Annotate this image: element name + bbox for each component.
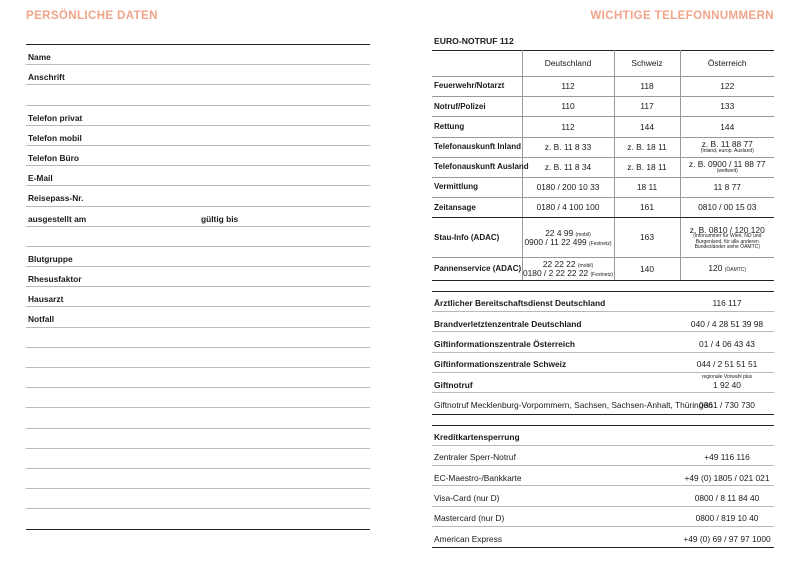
stau-at-note-2: Burgenland, für alle anderen <box>695 238 759 245</box>
medical-number-value: 0361 / 730 730 <box>699 399 755 410</box>
medical-number-note: regionale Vorwahl plus <box>701 374 753 380</box>
emergency-row-label: Telefonauskunft Ausland <box>432 157 522 177</box>
stau-at-note-3: Bundesländer siehe ÖAMTC) <box>694 243 760 250</box>
emergency-row-panne <box>432 258 774 281</box>
personal-data-row[interactable] <box>26 307 370 327</box>
emergency-row <box>432 137 774 157</box>
medical-number-label: Ärztlicher Bereitschaftsdienst Deutschland <box>434 298 606 309</box>
emergency-value-ch: 117 <box>614 97 680 117</box>
credit-card-row <box>432 466 774 486</box>
emergency-value-at-note: (weltweit) <box>716 168 738 175</box>
personal-data-label-second: gültig bis <box>201 213 239 224</box>
personal-data-row[interactable] <box>26 207 370 227</box>
personal-data-label: Telefon mobil <box>28 132 82 143</box>
credit-card-label: American Express <box>434 533 502 544</box>
emergency-value-de: 112 <box>522 117 614 137</box>
emergency-value-at-note: (Inland, europ. Ausland) <box>700 147 754 154</box>
emergency-row-label: Zeitansage <box>432 198 522 218</box>
panne-de-landline-note: (Festnetz) <box>590 272 614 279</box>
header-blank-cell <box>432 51 522 77</box>
credit-title: Kreditkartensperrung <box>434 432 520 443</box>
header-country-at: Österreich <box>680 51 774 77</box>
emergency-value-at: 0810 / 00 15 03 <box>680 198 774 218</box>
personal-data-label: Rhesusfaktor <box>28 274 82 285</box>
personal-data-row[interactable] <box>26 287 370 307</box>
personal-data-row[interactable] <box>26 106 370 126</box>
credit-card-block-list <box>432 425 774 549</box>
stau-de-mobile-note: (mobil) <box>575 231 591 238</box>
personal-data-row[interactable] <box>26 429 370 449</box>
header-country-de: Deutschland <box>522 51 614 77</box>
emergency-row <box>432 157 774 177</box>
emergency-value-ch: z. B. 18 11 <box>614 157 680 177</box>
personal-data-label: Anschrift <box>28 72 65 83</box>
medical-number-row <box>432 393 774 413</box>
emergency-value-ch: 118 <box>614 77 680 97</box>
personal-data-row[interactable] <box>26 388 370 408</box>
emergency-row-label: Telefonauskunft Inland <box>432 137 522 157</box>
personal-data-row[interactable] <box>26 65 370 85</box>
personal-data-row[interactable] <box>26 509 370 529</box>
personal-data-row[interactable] <box>26 348 370 368</box>
emergency-value-de: 0180 / 4 100 100 <box>522 198 614 218</box>
credit-card-label: EC-Maestro-/Bankkarte <box>434 472 522 483</box>
personal-data-row[interactable] <box>26 489 370 509</box>
euro-notruf-title: EURO-NOTRUF 112 <box>434 36 514 46</box>
phone-numbers-section <box>432 36 774 548</box>
emergency-row <box>432 198 774 218</box>
emergency-value-at: 122 <box>680 77 774 97</box>
medical-number-row <box>432 353 774 373</box>
personal-data-row[interactable] <box>26 186 370 206</box>
emergency-value-de: z. B. 11 8 33 <box>522 137 614 157</box>
emergency-value-ch: 18 11 <box>614 177 680 197</box>
panne-at-note: (ÖAMTC) <box>724 267 747 274</box>
emergency-row-label: Rettung <box>432 117 522 137</box>
credit-card-row <box>432 527 774 547</box>
personal-data-label: Reisepass-Nr. <box>28 193 84 204</box>
medical-number-value: 116 117 <box>712 298 742 309</box>
emergency-row <box>432 77 774 97</box>
stau-label: Stau-Info (ADAC) <box>432 218 522 258</box>
personal-data-label: E-Mail <box>28 173 53 184</box>
stau-de-mobile: 22 4 99 <box>545 227 574 238</box>
credit-card-label: Zentraler Sperr-Notruf <box>434 452 516 463</box>
emergency-row <box>432 177 774 197</box>
panne-de-mobile-note: (mobil) <box>577 262 594 269</box>
emergency-row-label: Notruf/Polizei <box>432 97 522 117</box>
emergency-value-ch: 144 <box>614 117 680 137</box>
medical-number-row <box>432 292 774 312</box>
personal-data-label: Telefon privat <box>28 112 83 123</box>
panne-de-mobile: 22 22 22 <box>542 258 576 269</box>
emergency-value-at <box>680 137 774 157</box>
personal-data-row[interactable] <box>26 126 370 146</box>
stau-at-note-1: (Infonummer für Wien, NÖ und <box>693 233 762 240</box>
medical-number-value: 044 / 2 51 51 51 <box>696 359 758 370</box>
medical-number-value: 040 / 4 28 51 39 98 <box>690 318 764 329</box>
personal-data-label: Blutgruppe <box>28 253 73 264</box>
emergency-row-label: Vermittlung <box>432 177 522 197</box>
personal-data-row[interactable] <box>26 469 370 489</box>
credit-card-row <box>432 507 774 527</box>
emergency-value-at <box>680 157 774 177</box>
personal-data-row[interactable] <box>26 449 370 469</box>
emergency-row <box>432 117 774 137</box>
personal-data-form <box>26 44 370 530</box>
personal-data-row[interactable] <box>26 146 370 166</box>
emergency-value-at-number: z. B. 11 88 77 <box>701 139 753 150</box>
emergency-value-at: 144 <box>680 117 774 137</box>
stau-de <box>522 218 614 258</box>
personal-data-row[interactable] <box>26 45 370 65</box>
panne-at-number: 120 <box>708 263 723 274</box>
stau-de-landline: 0900 / 11 22 499 <box>524 236 587 247</box>
personal-data-row[interactable] <box>26 85 370 105</box>
medical-number-label: Giftinformationszentrale Schweiz <box>434 359 567 370</box>
personal-data-row[interactable] <box>26 166 370 186</box>
emergency-value-at: 11 8 77 <box>680 177 774 197</box>
emergency-value-de: 110 <box>522 97 614 117</box>
header-country-ch: Schweiz <box>614 51 680 77</box>
panne-at <box>680 258 774 281</box>
credit-title-row <box>432 426 774 446</box>
emergency-header-row <box>432 51 774 77</box>
emergency-value-de: z. B. 11 8 34 <box>522 157 614 177</box>
credit-card-number: 0800 / 8 11 84 40 <box>694 492 760 503</box>
personal-data-row[interactable] <box>26 227 370 247</box>
medical-number-row <box>432 373 774 393</box>
emergency-value-at: 133 <box>680 97 774 117</box>
emergency-value-ch: z. B. 18 11 <box>614 137 680 157</box>
emergency-row-stau <box>432 218 774 258</box>
emergency-value-de: 112 <box>522 77 614 97</box>
personal-data-row[interactable] <box>26 328 370 348</box>
personal-data-label: Notfall <box>28 314 55 325</box>
credit-card-label: Visa-Card (nur D) <box>434 492 500 503</box>
personal-data-label: Hausarzt <box>28 294 64 305</box>
panne-de-landline: 0180 / 2 22 22 22 <box>522 268 589 279</box>
personal-data-label: Telefon Büro <box>28 152 80 163</box>
medical-number-row <box>432 312 774 332</box>
credit-card-row <box>432 446 774 466</box>
medical-number-value: 01 / 4 06 43 43 <box>699 338 755 349</box>
emergency-row-label: Feuerwehr/Notarzt <box>432 77 522 97</box>
medical-number-label: Giftnotruf <box>434 379 473 390</box>
medical-number-label: Giftinformationszentrale Österreich <box>434 338 576 349</box>
personal-data-row[interactable] <box>26 267 370 287</box>
credit-card-label: Mastercard (nur D) <box>434 513 505 524</box>
heading-personal-data: PERSÖNLICHE DATEN <box>26 10 158 22</box>
emergency-value-de: 0180 / 200 10 33 <box>522 177 614 197</box>
emergency-row <box>432 97 774 117</box>
emergency-value-at-number: z. B. 0900 / 11 88 77 <box>688 159 766 170</box>
stau-at-number: z. B. 0810 / 120 120 <box>689 224 765 235</box>
stau-at <box>680 218 774 258</box>
credit-card-row <box>432 486 774 506</box>
panne-label: Pannenservice (ADAC) <box>432 258 522 281</box>
personal-data-label: ausgestellt am <box>28 213 87 224</box>
medical-number-row <box>432 332 774 352</box>
stau-de-landline-note: (Festnetz) <box>589 240 612 247</box>
emergency-table <box>432 50 774 281</box>
medical-numbers-list <box>432 291 774 415</box>
heading-important-numbers: WICHTIGE TELEFONNUMMERN <box>590 10 774 22</box>
personal-data-row[interactable] <box>26 368 370 388</box>
personal-data-label: Name <box>28 52 51 62</box>
credit-card-number: +49 (0) 69 / 97 97 1000 <box>683 533 771 544</box>
stau-ch: 163 <box>614 218 680 258</box>
medical-number-label: Brandverletztenzentrale Deutschland <box>434 318 582 329</box>
panne-de <box>522 258 614 281</box>
credit-card-number: +49 116 116 <box>704 452 750 463</box>
medical-number-value: 1 92 40 <box>713 379 741 390</box>
credit-card-number: +49 (0) 1805 / 021 021 <box>684 472 770 483</box>
personal-data-row[interactable] <box>26 408 370 428</box>
emergency-value-ch: 161 <box>614 198 680 218</box>
credit-card-number: 0800 / 819 10 40 <box>695 513 759 524</box>
personal-data-row[interactable] <box>26 247 370 267</box>
medical-number-label: Giftnotruf Mecklenburg-Vorpommern, Sachsen, Sachsen-Anhalt, Thüringen <box>434 399 713 410</box>
panne-ch: 140 <box>614 258 680 281</box>
